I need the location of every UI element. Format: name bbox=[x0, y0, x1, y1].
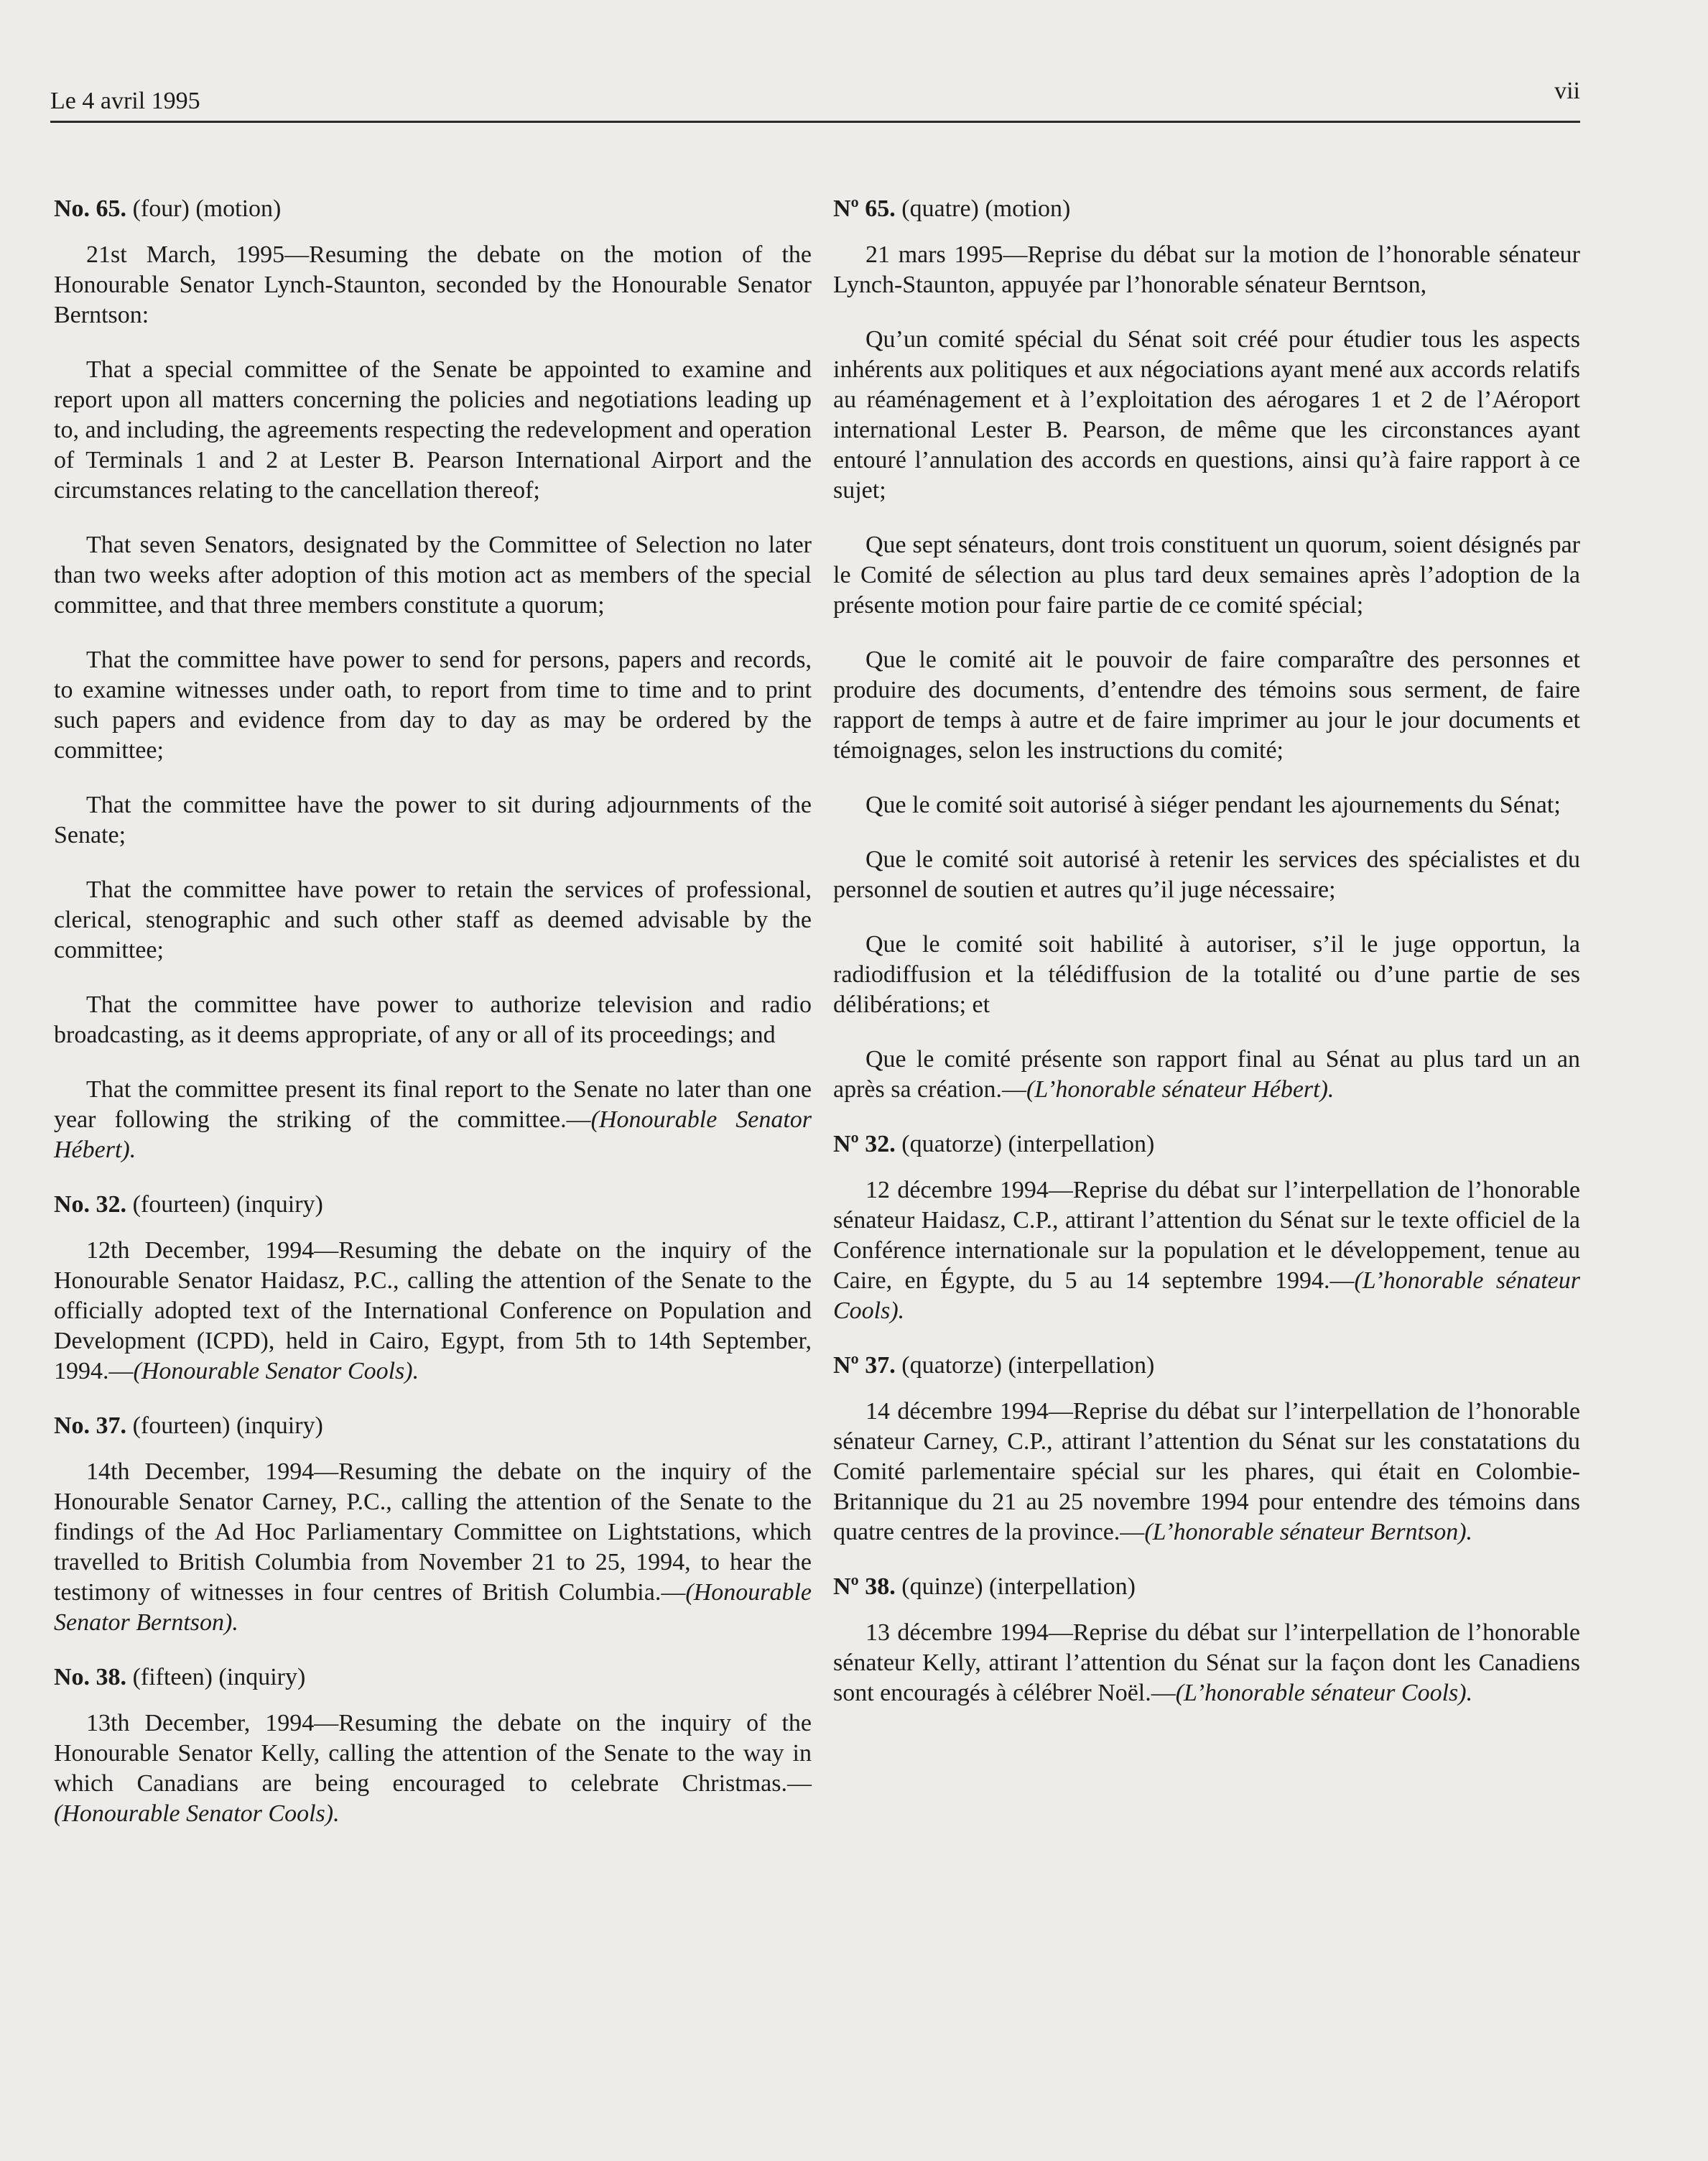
paragraph-text: 12th December, 1994—Resuming the debate on the inquiry of the Honourable Senator Haidasz, P.C., calling the attention of the Senate to the officially adopted text of the International Conference on Population and Development (ICPD), held in Cairo, Egypt, from 5th to 14th September, 1994.— bbox=[54, 1237, 812, 1384]
order-paper-item bbox=[54, 1190, 812, 1387]
attribution: (Honourable Senator Cools). bbox=[133, 1358, 419, 1384]
item-descriptor: (quatorze) (interpellation) bbox=[901, 1352, 1155, 1379]
item-paragraph bbox=[833, 1045, 1580, 1105]
item-paragraph bbox=[833, 645, 1580, 766]
order-paper-item bbox=[833, 1572, 1580, 1708]
header-date: Le 4 avril 1995 bbox=[50, 88, 200, 114]
item-heading bbox=[833, 1572, 1580, 1602]
paragraph-text: 14 décembre 1994—Reprise du débat sur l’interpellation de l’honorable sénateur Carney, C.P., attirant l’attention du Sénat sur les constatations du Comité parlementaire spécial sur les phares, qui était en Colombie-Britannique du 21 au 25 novembre 1994 pour entendre des témoins dans quatre centres de la province.— bbox=[833, 1398, 1580, 1545]
item-heading bbox=[833, 1129, 1580, 1160]
item-heading bbox=[54, 194, 812, 224]
order-paper-item bbox=[833, 194, 1580, 1105]
paragraph-text: That the committee have power to retain the services of professional, clerical, stenographic and such other staff as deemed advisable by the committee; bbox=[54, 876, 812, 963]
paragraph-text: Que le comité soit autorisé à retenir les services des spécialistes et du personnel de soutien et autres qu’il juge nécessaire; bbox=[833, 846, 1580, 903]
paragraph-text: 14th December, 1994—Resuming the debate on the inquiry of the Honourable Senator Carney, P.C., calling the attention of the Senate to the findings of the Ad Hoc Parliamentary Committee on Lightstations, which travelled to British Columbia from November 21 to 25, 1994, to hear the testimony of witnesses in four centres of British Columbia.— bbox=[54, 1458, 812, 1606]
paragraph-text: Que le comité soit habilité à autoriser, s’il le juge opportun, la radiodiffusion et la télédiffusion de la totalité ou d’une partie de ses délibérations; et bbox=[833, 931, 1580, 1018]
item-heading bbox=[833, 194, 1580, 224]
item-heading bbox=[54, 1411, 812, 1441]
paragraph-text: That the committee have power to authorize television and radio broadcasting, as it deems appropriate, of any or all of its proceedings; and bbox=[54, 991, 812, 1048]
item-descriptor: (fifteen) (inquiry) bbox=[132, 1664, 306, 1690]
order-paper-item bbox=[833, 1129, 1580, 1326]
order-paper-item bbox=[54, 1411, 812, 1638]
french-column bbox=[833, 194, 1580, 1733]
item-paragraph bbox=[833, 240, 1580, 300]
item-paragraph bbox=[54, 1236, 812, 1387]
item-heading bbox=[54, 1662, 812, 1693]
item-paragraph bbox=[833, 1397, 1580, 1547]
item-number: No. 32. bbox=[54, 1191, 127, 1218]
paragraph-text: Que le comité soit autorisé à siéger pendant les ajournements du Sénat; bbox=[865, 792, 1561, 818]
paragraph-text: Que sept sénateurs, dont trois constituent un quorum, soient désignés par le Comité de sélection au plus tard deux semaines après l’adoption de la présente motion pour faire partie de ce comité spécial; bbox=[833, 532, 1580, 619]
paragraph-text: Que le comité ait le pouvoir de faire comparaître des personnes et produire des documents, d’entendre des témoins sous serment, de faire rapport de temps à autre et de faire imprimer au jour le jour documents et témoignages, selon les instructions du comité; bbox=[833, 647, 1580, 764]
order-paper-item bbox=[54, 194, 812, 1165]
paragraph-text: Que le comité présente son rapport final au Sénat au plus tard un an après sa création.— bbox=[833, 1046, 1580, 1103]
paragraph-text: 13 décembre 1994—Reprise du débat sur l’interpellation de l’honorable sénateur Kelly, attirant l’attention du Sénat sur la façon dont les Canadiens sont encouragés à célébrer Noël.— bbox=[833, 1619, 1580, 1706]
item-number: No. 38. bbox=[54, 1664, 127, 1690]
paragraph-text: 21 mars 1995—Reprise du débat sur la motion de l’honorable sénateur Lynch-Staunton, appuyée par l’honorable sénateur Berntson, bbox=[833, 241, 1580, 298]
item-heading bbox=[833, 1351, 1580, 1381]
item-paragraph bbox=[833, 930, 1580, 1020]
item-paragraph bbox=[833, 790, 1580, 820]
attribution: (Honourable Senator Berntson). bbox=[54, 1579, 812, 1636]
item-number: Nº 65. bbox=[833, 195, 896, 222]
paragraph-text: That the committee have power to send for persons, papers and records, to examine witnesses under oath, to report from time to time and to print such papers and evidence from day to day as may be ordered by the committee; bbox=[54, 647, 812, 764]
paragraph-text: 12 décembre 1994—Reprise du débat sur l’interpellation de l’honorable sénateur Haidasz, C.P., attirant l’attention du Sénat sur le texte officiel de la Conférence internationale sur la population et le développement, tenue au Caire, en Égypte, du 5 au 14 septembre 1994.— bbox=[833, 1177, 1580, 1294]
attribution: (L’honorable sénateur Cools). bbox=[833, 1267, 1580, 1324]
item-number: Nº 32. bbox=[833, 1131, 896, 1157]
attribution: (Honourable Senator Hébert). bbox=[54, 1106, 812, 1163]
english-column bbox=[54, 194, 812, 1854]
item-descriptor: (quatorze) (interpellation) bbox=[901, 1131, 1155, 1157]
item-number: No. 65. bbox=[54, 195, 127, 222]
item-paragraph bbox=[54, 530, 812, 621]
page-header bbox=[50, 78, 1580, 123]
item-paragraph bbox=[54, 1457, 812, 1638]
paragraph-text: That a special committee of the Senate be appointed to examine and report upon all matters concerning the policies and negotiations leading up to, and including, the agreements respecting the redevelopment and operation of Terminals 1 and 2 at Lester B. Pearson International Airport and the circumstances relating to the cancellation thereof; bbox=[54, 356, 812, 504]
paragraph-text: 13th December, 1994—Resuming the debate on the inquiry of the Honourable Senator Kelly, calling the attention of the Senate to the way in which Canadians are being encouraged to celebrate Christmas.— bbox=[54, 1710, 812, 1797]
item-descriptor: (quinze) (interpellation) bbox=[901, 1573, 1136, 1600]
item-paragraph bbox=[54, 875, 812, 966]
paragraph-text: 21st March, 1995—Resuming the debate on the motion of the Honourable Senator Lynch-Staunton, seconded by the Honourable Senator Berntson: bbox=[54, 241, 812, 328]
item-descriptor: (quatre) (motion) bbox=[901, 195, 1071, 222]
attribution: (L’honorable sénateur Berntson). bbox=[1144, 1519, 1473, 1545]
item-paragraph bbox=[54, 790, 812, 851]
attribution: (L’honorable sénateur Cools). bbox=[1175, 1680, 1473, 1706]
paragraph-text: That the committee have the power to sit during adjournments of the Senate; bbox=[54, 792, 812, 848]
item-number: Nº 38. bbox=[833, 1573, 896, 1600]
item-heading bbox=[54, 1190, 812, 1220]
attribution: (L’honorable sénateur Hébert). bbox=[1026, 1076, 1335, 1103]
item-paragraph bbox=[833, 325, 1580, 506]
item-paragraph bbox=[54, 240, 812, 330]
paragraph-text: Qu’un comité spécial du Sénat soit créé pour étudier tous les aspects inhérents aux politiques et aux négociations ayant mené aux accords relatifs au réaménagement et à l’exploitation des aérogares 1 et 2 de l’Aéroport international Lester B. Pearson, de même que les circonstances ayant entouré l’annulation des accords en questions, ainsi qu’à faire rapport à ce sujet; bbox=[833, 326, 1580, 504]
item-paragraph bbox=[54, 1075, 812, 1165]
paragraph-text: That seven Senators, designated by the Committee of Selection no later than two weeks after adoption of this motion act as members of the special committee, and that three members constitute a quorum; bbox=[54, 532, 812, 619]
item-number: Nº 37. bbox=[833, 1352, 896, 1379]
order-paper-item bbox=[833, 1351, 1580, 1547]
item-paragraph bbox=[833, 1618, 1580, 1708]
item-number: No. 37. bbox=[54, 1412, 127, 1439]
item-paragraph bbox=[54, 1708, 812, 1829]
item-paragraph bbox=[54, 355, 812, 506]
order-paper-item bbox=[54, 1662, 812, 1829]
item-paragraph bbox=[833, 530, 1580, 621]
item-paragraph bbox=[833, 1175, 1580, 1326]
page-number: vii bbox=[1554, 78, 1580, 104]
item-paragraph bbox=[833, 845, 1580, 905]
item-descriptor: (fourteen) (inquiry) bbox=[132, 1191, 323, 1218]
attribution: (Honourable Senator Cools). bbox=[54, 1800, 340, 1827]
item-descriptor: (fourteen) (inquiry) bbox=[132, 1412, 323, 1439]
item-paragraph bbox=[54, 645, 812, 766]
paragraph-text: That the committee present its final report to the Senate no later than one year following the striking of the committee.— bbox=[54, 1076, 812, 1133]
item-descriptor: (four) (motion) bbox=[132, 195, 282, 222]
item-paragraph bbox=[54, 990, 812, 1050]
